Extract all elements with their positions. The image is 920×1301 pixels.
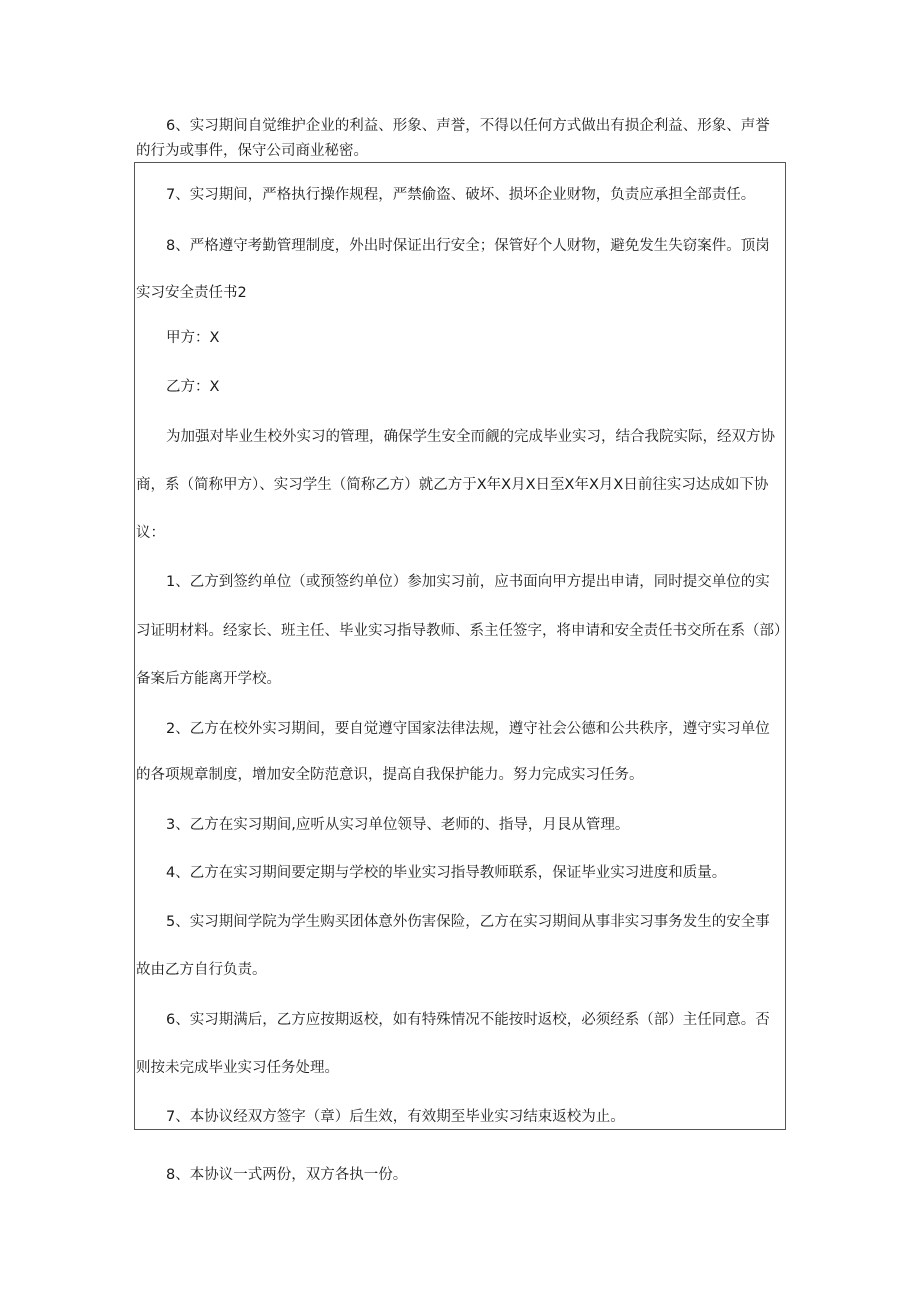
clause-3: 3、乙方在实习期间,应听从实习单位领导、老师的、指导，月艮从管理。 xyxy=(166,817,630,833)
paragraph-6-line-1: 6、实习期间自觉维护企业的利益、形象、声誉，不得以任何方式做出有损企利益、形象、声誉 xyxy=(166,118,770,134)
clause-6-line-1: 6、实习期满后，乙方应按期返校，如有特殊情况不能按时返校，必须经系（部）主任同意。否 xyxy=(166,1012,770,1028)
clause-7: 7、本协议经双方签字（章）后生效，有效期至毕业实习结束返校为止。 xyxy=(166,1109,625,1125)
clause-1-line-1: 1、乙方到签约单位（或预签约单位）参加实习前，应书面向甲方提出申请，同时提交单位的实 xyxy=(166,574,770,590)
paragraph-7: 7、实习期间，严格执行操作规程，严禁偷盗、破坏、损坏企业财物，负责应承担全部责任。 xyxy=(166,187,756,203)
clause-2-line-2: 的各项规章制度，增加安全防范意识，提高自我保护能力。努力完成实习任务。 xyxy=(136,767,644,783)
intro-line-3: 议： xyxy=(136,525,165,541)
clause-6-line-2: 则按未完成毕业实习任务处理。 xyxy=(136,1060,339,1076)
document-title: 实习安全责任书2 xyxy=(136,285,247,301)
intro-line-1: 为加强对毕业生校外实习的管理，确保学生安全而觎的完成毕业实习，结合我院实际，经双方协 xyxy=(166,429,775,445)
party-a: 甲方：X xyxy=(166,330,220,346)
paragraph-8: 8、严格遵守考勤管理制度，外出时保证出行安全；保管好个人财物，避免发生失窃案件。顶岗 xyxy=(166,238,770,254)
clause-4: 4、乙方在实习期间要定期与学校的毕业实习指导教师联系，保证毕业实习进度和质量。 xyxy=(166,865,727,881)
clause-5-line-1: 5、实习期间学院为学生购买团体意外伤害保险，乙方在实习期间从事非实习事务发生的安全事 xyxy=(166,914,770,930)
clause-1-line-2: 习证明材料。经家长、班主任、毕业实习指导教师、系主任签字，将申请和安全责任书交所在系（部） xyxy=(136,623,789,639)
document-border-frame xyxy=(134,162,786,1130)
party-b: 乙方：X xyxy=(166,379,220,395)
clause-1-line-3: 备案后方能离开学校。 xyxy=(136,671,281,687)
clause-5-line-2: 故由乙方自行负责。 xyxy=(136,962,267,978)
paragraph-6-line-2: 的行为或事件，保守公司商业秘密。 xyxy=(136,143,368,159)
clause-8: 8、本协议一式两份，双方各执一份。 xyxy=(166,1167,408,1183)
clause-2-line-1: 2、乙方在校外实习期间，要自觉遵守国家法律法规，遵守社会公德和公共秩序，遵守实习单位 xyxy=(166,721,770,737)
intro-line-2: 商，系（简称甲方）、实习学生（简称乙方）就乙方于X年X月X日至X年X月X日前往实习达成如下协 xyxy=(136,477,769,493)
